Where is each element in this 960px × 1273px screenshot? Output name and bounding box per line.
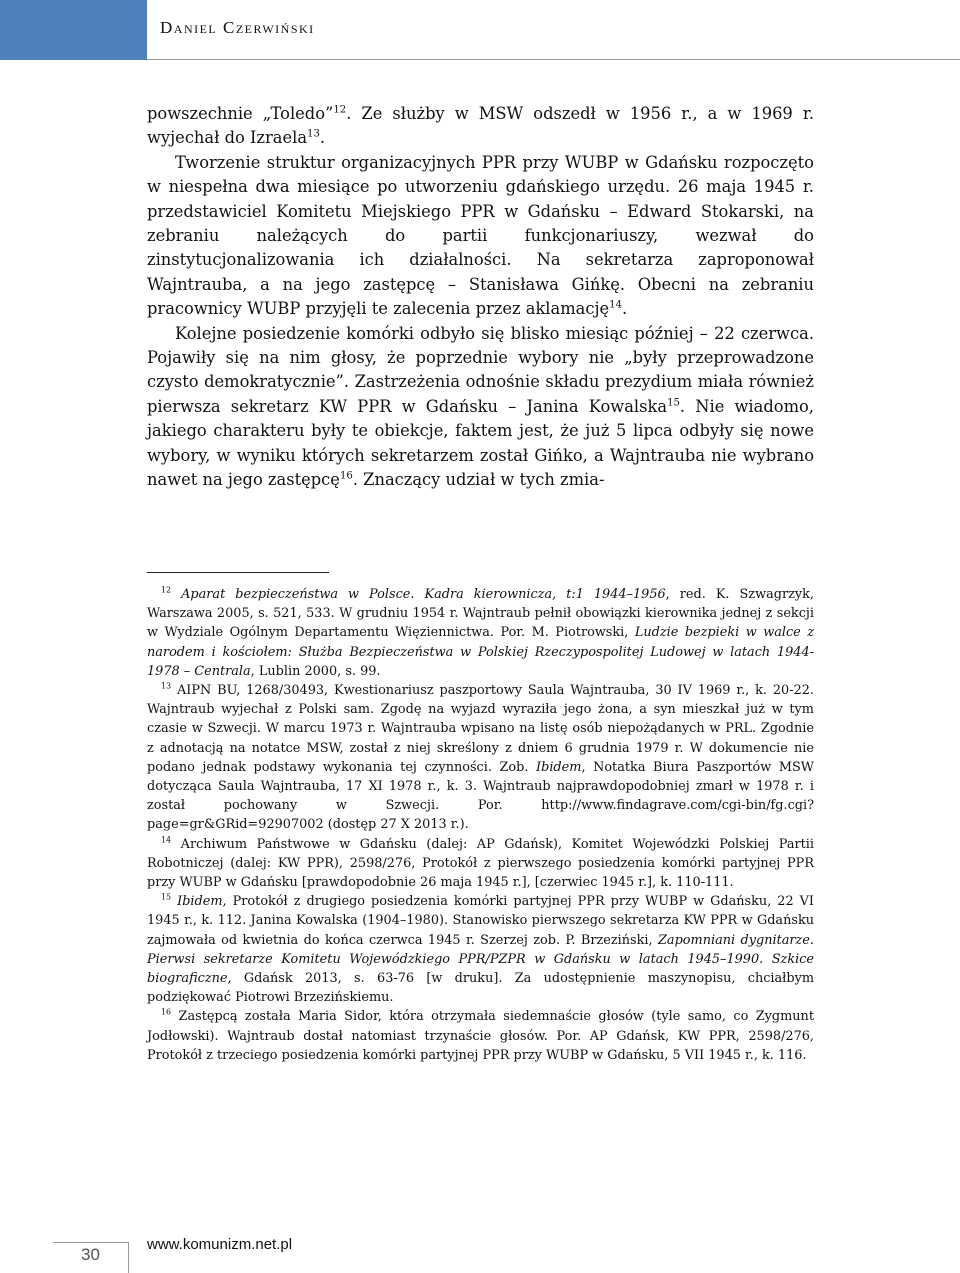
italic-title: Zapomniani dygnitarze. Pierwsi sekretarze Komitetu Wojewódzkiego PPR/PZPR w Gdańsku w latach 1945–1990. Szkice biograficzne, [147,932,814,987]
paragraph-2 [147,151,814,322]
text-span: , Lublin 2000, s. 99. [250,663,381,679]
footnote-13 [147,681,814,835]
footnote-number: 15 [161,892,172,902]
footnote-number: 16 [161,1008,172,1018]
italic-title: Ludzie bezpieki w walce z narodem i kościołem: Służba Bezpieczeństwa w Polskiej Rzeczypospolitej Ludowej w latach 1944-1978 – Centrala [147,625,814,679]
text-span: Kolejne posiedzenie komórki odbyło się blisko miesiąc później – 22 czerwca. Pojawiły się na nim głosy, że poprzednie wybory nie „były przeprowadzone czysto demokratycznie”. Zastrzeżenia odnośnie składu prezydium miała również pierwsza sekretarz KW PPR w Gdańsku – Janina Kowalska [147,323,814,416]
text-span: Gdańsk 2013, s. 63-76 [w druku]. Za udostępnienie maszynopisu, chciałbym podziękować Piotrowi Brzezińskiemu. [147,971,814,1006]
footnotes [147,585,814,1065]
text-span: , Notatka Biura Paszportów MSW dotycząca Saula Wajntrauba, 17 XI 1978 r., k. 3. Wajntraub najprawdopodobniej zmarł w 1978 r. i został pochowany w Szwecji. Por. http://www.findagrave.com/cgi-bin/fg.cgi?page=gr&GRid=92907002 (dostęp 27 X 2013 r.). [147,759,814,833]
text-span: . Ze służby w MSW odszedł w 1956 r., a w 1969 r. wyjechał do Izraela [147,104,814,148]
footnote-ref-16[interactable]: 16 [339,470,353,482]
text-span: Tworzenie struktur organizacyjnych PPR przy WUBP w Gdańsku rozpoczęto w niespełna dwa miesiące po utworzeniu gdańskiego urzędu. 26 maja 1945 r. przedstawiciel Komitetu Miejskiego PPR w Gdańsku – Edward Stokarski, na zebraniu należących do partii funkcjonariuszy, wezwał do zinstytucjonalizowania ich działalności. Na sekretarza zaproponował Wajntrauba, a na jego zastępcę – Stanisława Gińkę. Obecni na zebraniu pracownicy WUBP przyjęli te zalecenia przez aklamację [147,152,814,319]
text-span: , Protokół z drugiego posiedzenia komórki partyjnej PPR przy WUBP w Gdańsku, 22 VI 1945 r., k. 112. Janina Kowalska (1904–1980). Stanowisko pierwszego sekretarza KW PPR w Gdańsku zajmowała od kwietnia do końca czerwca 1945 r. Szerzej zob. P. Brzeziński, [147,894,814,948]
footnote-number: 13 [161,681,172,691]
page-number: 30 [81,1245,100,1264]
italic-title: Aparat bezpieczeństwa w Polsce. Kadra kierownicza, t:1 1944–1956 [181,587,666,602]
italic-title: Ibidem [536,759,582,775]
footnote-12 [147,585,814,681]
main-text [147,102,814,493]
footnote-separator [147,572,329,573]
footnote-15 [147,892,814,1007]
text-span: . [622,299,628,319]
text-span: Archiwum Państwowe w Gdańsku (dalej: AP Gdańsk), Komitet Wojewódzki Polskiej Partii Robotniczej (dalej: KW PPR), 2598/276, Protokół z pierwszego posiedzenia komórki partyjnej PPR przy WUBP w Gdańsku [prawdopodobnie 26 maja 1945 r.], [czerwiec 1945 r.], k. 110-111. [147,836,814,891]
text-span: . Znaczący udział w tych zmia- [352,470,605,490]
footnote-ref-12[interactable]: 12 [333,104,347,116]
text-span: Zastępcą została Maria Sidor, która otrzymała siedemnaście głosów (tyle samo, co Zygmunt Jodłowski). Wajntraub dostał natomiast trzynaście głosów. Por. AP Gdańsk, KW PPR, 2598/276, Protokół z trzeciego posiedzenia komórki partyjnej PPR przy WUBP w Gdańsku, 5 VII 1945 r., k. 116. [147,1009,814,1063]
footnote-ref-13[interactable]: 13 [307,128,320,140]
footnote-14 [147,835,814,893]
footnote-number: 14 [161,835,172,845]
footnote-ref-15[interactable]: 15 [667,397,680,409]
text-span: powszechnie „Toledo” [147,104,334,123]
text-span: AIPN BU, 1268/30493, Kwestionariusz paszportowy Saula Wajntrauba, 30 IV 1969 r., k. 20-22. Wajntraub wyjechał z Polski sam. Zgodę na wyjazd wyraziła jego żona, a syn mieszkał już w tym czasie w Szwecji. W marcu 1973 r. Wajntrauba wpisano na listę osób niepożądanych w PRL. Zgodnie z adnotacją na notatce MSW, został z niej skreślony z dniem 6 grudnia 1979 r. W dokumencie nie podano jednak podstawy wykonania tej czynności. Zob. [147,683,814,775]
text-span: . [319,128,326,148]
text-span: , red. K. Szwagrzyk, Warszawa 2005, s. 521, 533. W grudniu 1954 r. Wajntraub pełnił obowiązki kierownika jednej z sekcji w Wydziale Ogólnym Departamentu Więziennictwa. Por. M. Piotrowski, [147,587,814,641]
footnote-16 [147,1007,814,1065]
footnote-number: 12 [161,585,172,595]
text-span: . Nie wiadomo, jakiego charakteru były te obiekcje, faktem jest, że już 5 lipca odbyły się nowe wybory, w wyniku których sekretarzem został Gińko, a Wajntrauba nie wybrano nawet na jego zastępcę [147,396,814,490]
website-link[interactable]: www.komunizm.net.pl [147,1236,293,1253]
italic-title: Ibidem [177,894,223,910]
header-color-block [0,0,147,60]
running-head-author: Daniel Czerwiński [160,18,315,37]
header-rule [147,59,960,60]
footnote-ref-14[interactable]: 14 [609,299,623,311]
paragraph-3 [147,322,814,493]
paragraph-1 [147,102,814,151]
